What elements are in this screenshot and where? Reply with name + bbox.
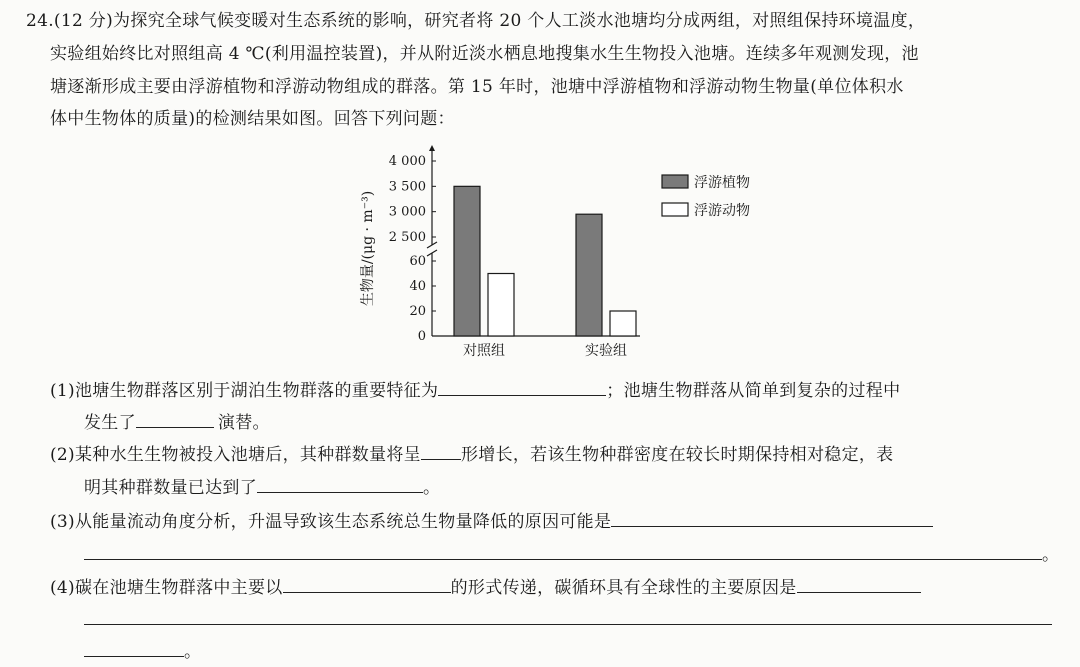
q1-blank-2[interactable]	[136, 409, 214, 428]
q1-text-d: 演替。	[217, 413, 270, 433]
q3-blank-1[interactable]	[611, 508, 933, 527]
y-tick-label: 3 000	[388, 204, 426, 220]
legend-swatch	[662, 175, 688, 188]
q2-text-b: 形增长，若该生物种群密度在较长时期保持相对稳定，表	[460, 445, 894, 465]
legend-swatch	[662, 203, 688, 216]
q3-blank-2[interactable]	[84, 541, 1042, 560]
y-axis-label: 生物量/(μg · m⁻³)	[360, 190, 376, 307]
q1-text-c: 发生了	[84, 413, 136, 433]
q3-text-a: (3)从能量流动角度分析，升温导致该生态系统总生物量降低的原因可能是	[50, 512, 612, 532]
q1-text-b: ；池塘生物群落从简单到复杂的过程中	[606, 381, 901, 401]
q3-text-end: 。	[1042, 545, 1060, 565]
y-tick-label: 2 500	[388, 230, 426, 245]
biomass-bar-chart	[340, 143, 780, 363]
q1-line-1	[50, 377, 900, 402]
q4-blank-3[interactable]	[84, 606, 1052, 625]
q4-line-1	[50, 574, 921, 599]
q4-line-3	[84, 638, 201, 663]
question-intro-line-4: 体中生物体的质量)的检测结果如图。回答下列问题：	[50, 109, 455, 129]
y-axis-arrow	[429, 145, 435, 151]
q2-text-d: 。	[423, 478, 441, 498]
y-tick-label: 4 000	[388, 154, 426, 169]
q2-text-a: (2)某种水生生物被投入池塘后，其种群数量将呈	[50, 445, 421, 465]
q4-blank-1[interactable]	[283, 574, 451, 593]
q4-line-2	[84, 606, 1052, 631]
y-tick-label: 0	[417, 329, 426, 344]
q2-blank-2[interactable]	[257, 474, 423, 493]
y-tick-label: 20	[409, 304, 426, 319]
q1-line-2	[84, 409, 270, 434]
y-tick-label: 60	[409, 254, 426, 269]
q4-text-b: 的形式传递，碳循环具有全球性的主要原因是	[450, 578, 797, 598]
y-tick-label: 40	[409, 279, 426, 294]
x-category-label: 实验组	[585, 343, 627, 359]
question-intro-line-1: 24.(12 分)为探究全球气候变暖对生态系统的影响，研究者将 20 个人工淡水池塘均分成两组，对照组保持环境温度，	[26, 11, 926, 31]
question-intro-line-2: 实验组始终比对照组高 4 ℃(利用温控装置)，并从附近淡水栖息地搜集水生生物投入池塘。连续多年观测发现，池	[50, 44, 919, 64]
q2-line-1	[50, 441, 893, 466]
y-tick-label: 3 500	[388, 179, 426, 195]
q2-line-2	[84, 474, 440, 499]
q4-blank-4[interactable]	[84, 638, 184, 657]
q2-blank-1[interactable]	[421, 441, 461, 460]
bar-zooplankton	[610, 311, 636, 336]
q3-line-1	[50, 508, 933, 533]
q1-text-a: (1)池塘生物群落区别于湖泊生物群落的重要特征为	[50, 381, 439, 401]
q2-text-c: 明其种群数量已达到了	[84, 478, 257, 498]
q4-blank-2[interactable]	[797, 574, 921, 593]
bar-zooplankton	[488, 274, 514, 337]
bar-phytoplankton	[576, 214, 602, 336]
q3-line-2	[84, 541, 1059, 566]
q4-text-end: 。	[184, 642, 202, 662]
x-category-label: 对照组	[463, 343, 505, 359]
question-intro-line-3: 塘逐渐形成主要由浮游植物和浮游动物组成的群落。第 15 年时，池塘中浮游植物和浮游动物生物量(单位体积水	[50, 77, 904, 97]
q4-text-a: (4)碳在池塘生物群落中主要以	[50, 578, 283, 598]
legend-label: 浮游植物	[694, 175, 750, 191]
q1-blank-1[interactable]	[438, 377, 606, 396]
legend-label: 浮游动物	[694, 203, 750, 219]
bar-phytoplankton	[454, 186, 480, 336]
